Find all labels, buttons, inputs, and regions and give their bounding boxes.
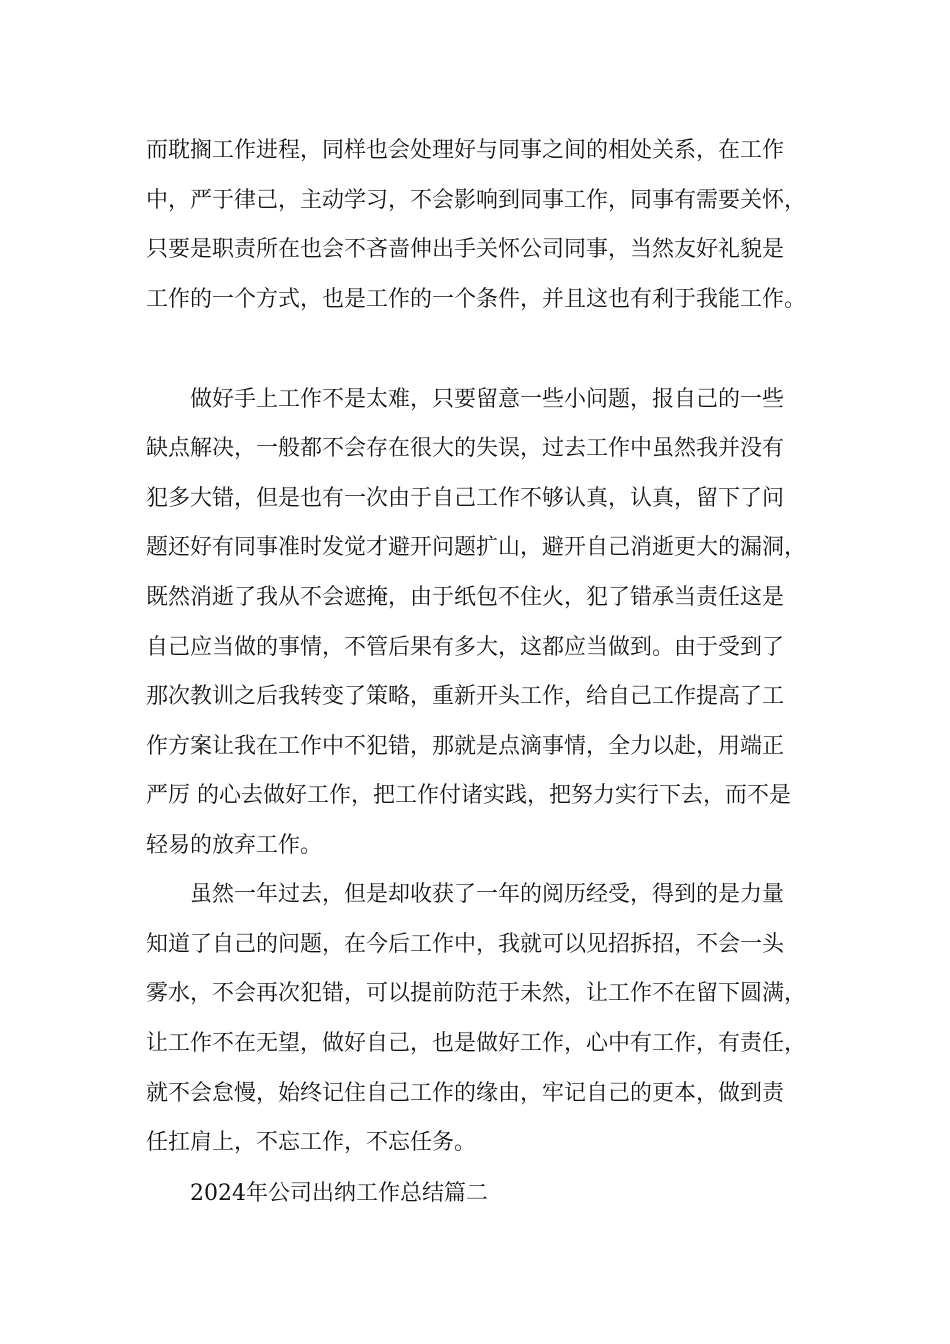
paragraph-3-line-4: 让工作不在无望，做好自己，也是做好工作，心中有工作，有责任， (146, 1031, 807, 1056)
paragraph-2-line-5: 既然消逝了我从不会遮掩，由于纸包不住火，犯了错承当责任这是 (146, 585, 785, 610)
paragraph-3-line-3: 雾水，不会再次犯错，可以提前防范于未然，让工作不在留下圆满， (146, 981, 807, 1006)
paragraph-1-line-4: 工作的一个方式，也是工作的一个条件，并且这也有利于我能工作。 (146, 287, 807, 312)
paragraph-2-line-2: 缺点解决，一般都不会存在很大的失误，过去工作中虽然我并没有 (146, 436, 785, 461)
paragraph-1-line-1: 而耽搁工作进程，同样也会处理好与同事之间的相处关系，在工作 (146, 138, 785, 163)
paragraph-3-line-1: 虽然一年过去，但是却收获了一年的阅历经受，得到的是力量 (190, 882, 785, 907)
paragraph-2-line-3: 犯多大错，但是也有一次由于自己工作不够认真，认真，留下了问 (146, 486, 785, 511)
paragraph-2-line-6: 自己应当做的事情，不管后果有多大，这都应当做到。由于受到了 (146, 635, 785, 660)
paragraph-2-line-4: 题还好有同事准时发觉才避开问题扩山，避开自己消逝更大的漏洞， (146, 535, 807, 560)
paragraph-3-line-2: 知道了自己的问题，在今后工作中，我就可以见招拆招，不会一头 (146, 932, 785, 957)
paragraph-2-line-7: 那次教训之后我转变了策略，重新开头工作，给自己工作提高了工 (146, 684, 785, 709)
paragraph-2-line-9: 严厉 的心去做好工作，把工作付诸实践，把努力实行下去，而不是 (146, 783, 791, 808)
paragraph-1-line-2: 中，严于律己，主动学习，不会影响到同事工作，同事有需要关怀， (146, 188, 807, 213)
paragraph-1-line-3: 只要是职责所在也会不吝啬伸出手关怀公司同事，当然友好礼貌是 (146, 237, 785, 262)
paragraph-2-line-1: 做好手上工作不是太难，只要留意一些小问题，报自己的一些 (190, 387, 785, 412)
section-heading: 2024年公司出纳工作总结篇二 (190, 1181, 488, 1206)
paragraph-3-line-5: 就不会怠慢，始终记住自己工作的缘由，牢记自己的更本，做到责 (146, 1081, 785, 1106)
paragraph-2-line-10: 轻易的放弃工作。 (146, 833, 323, 858)
paragraph-3-line-6: 任扛肩上，不忘工作，不忘任务。 (146, 1130, 477, 1155)
paragraph-2-line-8: 作方案让我在工作中不犯错，那就是点滴事情，全力以赴，用端正 (146, 734, 785, 759)
